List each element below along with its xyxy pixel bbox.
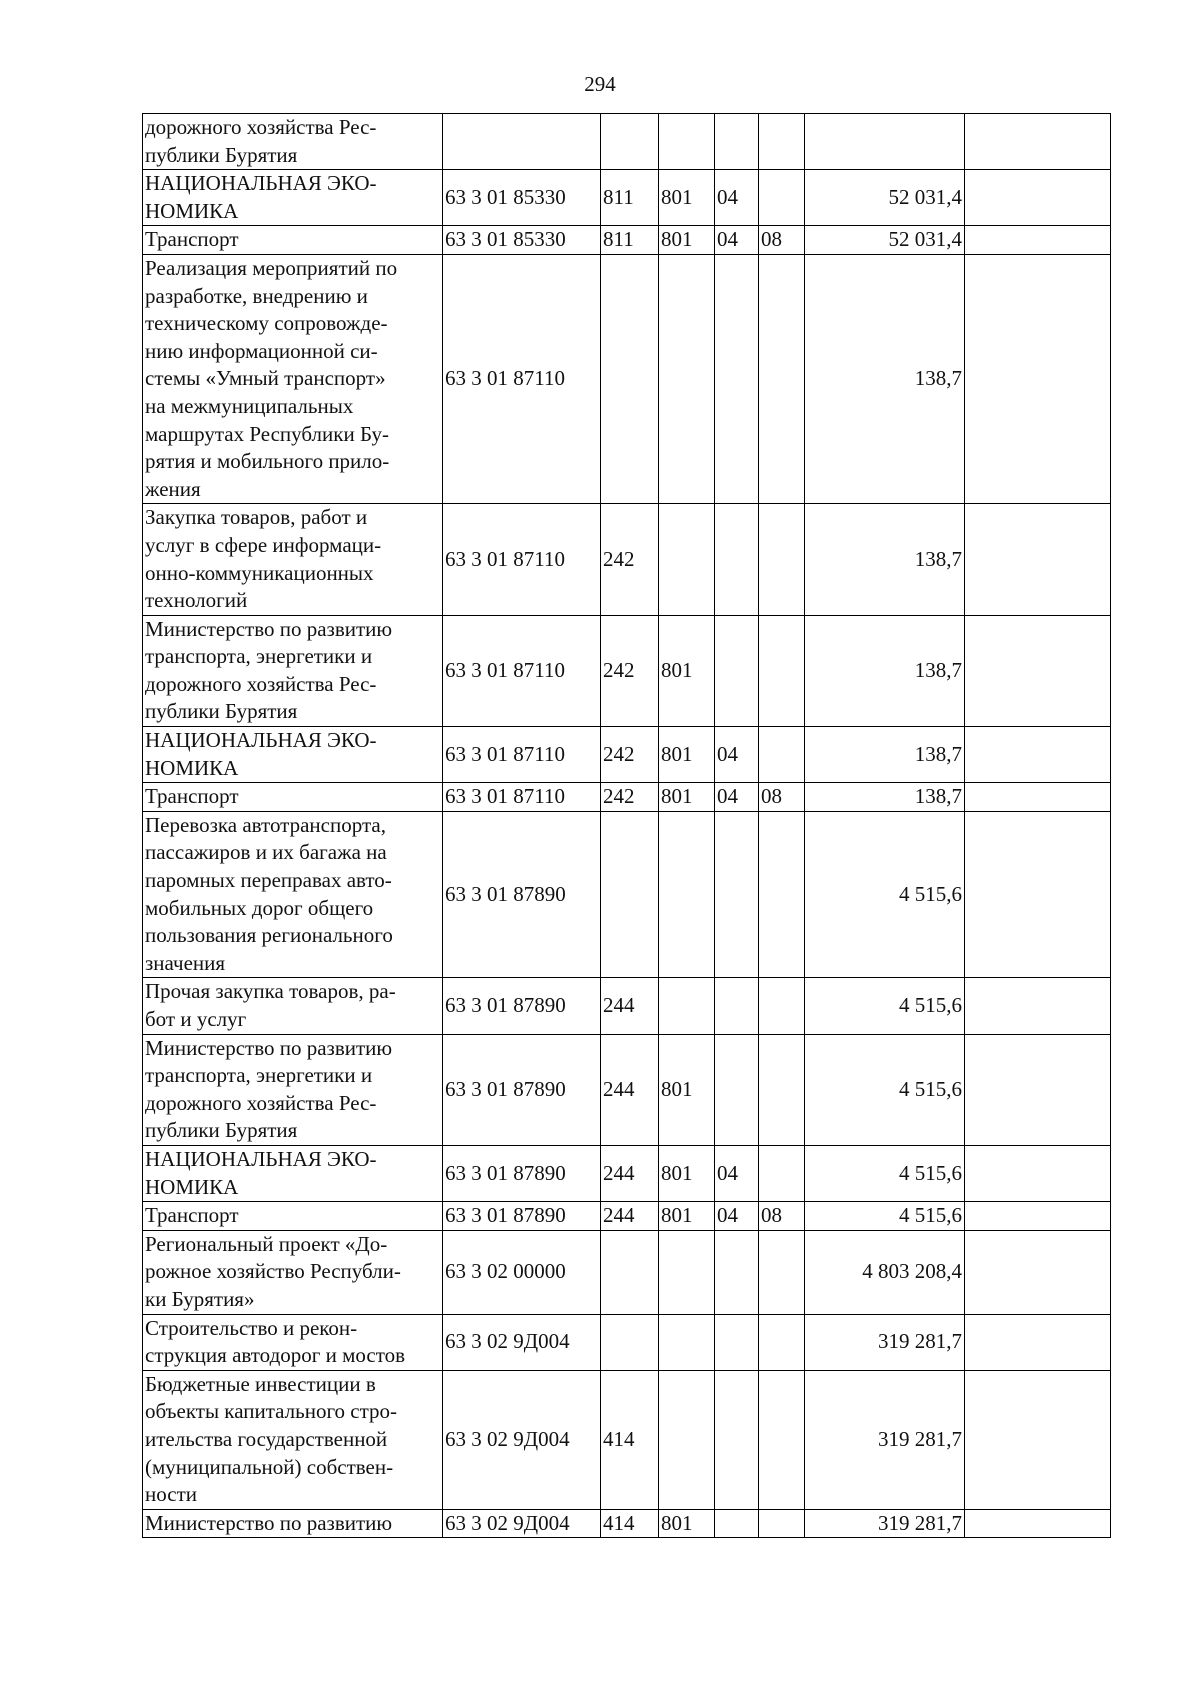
row-pr-cell [759,1145,805,1201]
row-grbs-cell [659,1370,715,1509]
table-body [143,114,1111,1538]
row-name-cell [143,170,443,226]
row-rz-cell: 04 [715,783,759,812]
row-extra-cell [965,727,1111,783]
row-name-text: НАЦИОНАЛЬНАЯ ЭКО- НОМИКА [145,171,377,223]
row-name-cell [143,504,443,615]
row-name-text: Министерство по развитию [145,1510,393,1535]
row-name-text: Региональный проект «До- рожное хозяйство Республи- ки Бурятия» [145,1231,401,1311]
row-extra-cell [965,978,1111,1034]
row-pr-cell [759,254,805,503]
row-name-cell [143,1230,443,1314]
row-grbs-cell: 801 [659,1034,715,1145]
row-rz-cell [715,1230,759,1314]
table-row [143,504,1111,615]
row-grbs-cell: 801 [659,170,715,226]
row-rz-cell: 04 [715,170,759,226]
row-rz-cell [715,254,759,503]
row-grbs-cell: 801 [659,615,715,726]
row-sum-cell: 319 281,7 [805,1370,965,1509]
row-pr-cell: 08 [759,226,805,255]
row-extra-cell [965,811,1111,978]
row-name-cell [143,226,443,255]
row-extra-cell [965,254,1111,503]
row-extra-cell [965,1230,1111,1314]
row-pr-cell [759,615,805,726]
row-pr-cell [759,727,805,783]
row-name-cell [143,1202,443,1231]
row-extra-cell [965,1202,1111,1231]
row-extra-cell [965,1314,1111,1370]
row-rz-cell [715,811,759,978]
row-extra-cell [965,1145,1111,1201]
row-vr-cell [601,254,659,503]
row-grbs-cell [659,1230,715,1314]
row-pr-cell [759,1509,805,1538]
row-pr-cell [759,114,805,170]
row-name-cell [143,727,443,783]
row-vr-cell: 242 [601,783,659,812]
row-name-cell [143,1509,443,1538]
row-pr-cell [759,1370,805,1509]
row-rz-cell [715,1509,759,1538]
row-name-text: Прочая закупка товаров, ра- бот и услуг [145,979,396,1031]
row-name-text: дорожного хозяйства Рес- публики Бурятия [145,115,377,167]
row-name-text: Министерство по развитию транспорта, энергетики и дорожного хозяйства Рес- публики Бурятия [145,616,393,724]
row-vr-cell: 811 [601,226,659,255]
row-name-text: Реализация мероприятий по разработке, внедрению и техническому сопровожде- нию информационной си- стемы «Умный транспорт» на межмуниципальных маршрутах Республики Бу- рятия и мобильного прило- жения [145,255,398,501]
row-sum-cell: 4 515,6 [805,1202,965,1231]
row-sum-cell: 138,7 [805,615,965,726]
row-pr-cell [759,811,805,978]
row-rz-cell [715,1034,759,1145]
row-extra-cell [965,1034,1111,1145]
row-rz-cell [715,1314,759,1370]
row-name-cell [143,978,443,1034]
row-csr-cell: 63 3 02 9Д004 [443,1509,601,1538]
row-csr-cell: 63 3 02 9Д004 [443,1314,601,1370]
row-csr-cell: 63 3 01 87890 [443,1034,601,1145]
row-name-cell [143,254,443,503]
row-sum-cell [805,114,965,170]
row-csr-cell: 63 3 01 87110 [443,504,601,615]
row-sum-cell: 319 281,7 [805,1314,965,1370]
row-vr-cell: 242 [601,504,659,615]
row-csr-cell: 63 3 01 87110 [443,615,601,726]
row-pr-cell: 08 [759,1202,805,1231]
row-sum-cell: 4 803 208,4 [805,1230,965,1314]
row-pr-cell: 08 [759,783,805,812]
row-grbs-cell [659,504,715,615]
row-grbs-cell [659,1314,715,1370]
row-sum-cell: 319 281,7 [805,1509,965,1538]
table-row [143,1370,1111,1509]
row-sum-cell: 52 031,4 [805,170,965,226]
row-pr-cell [759,1314,805,1370]
row-name-text: Строительство и рекон- струкция автодорог и мостов [145,1315,406,1368]
row-grbs-cell: 801 [659,1145,715,1201]
row-name-text: Транспорт [145,227,239,252]
row-csr-cell [443,114,601,170]
row-grbs-cell: 801 [659,727,715,783]
row-grbs-cell [659,978,715,1034]
row-extra-cell [965,615,1111,726]
row-grbs-cell: 801 [659,783,715,812]
table-row [143,1202,1111,1231]
row-csr-cell: 63 3 01 87110 [443,727,601,783]
row-sum-cell: 4 515,6 [805,1145,965,1201]
row-name-text: НАЦИОНАЛЬНАЯ ЭКО- НОМИКА [145,1146,377,1199]
row-name-cell [143,811,443,978]
row-rz-cell: 04 [715,226,759,255]
row-vr-cell [601,114,659,170]
row-sum-cell: 4 515,6 [805,978,965,1034]
table-row [143,114,1111,170]
row-rz-cell: 04 [715,727,759,783]
table-row [143,1509,1111,1538]
row-extra-cell [965,1370,1111,1509]
row-name-cell [143,114,443,170]
row-name-cell [143,1314,443,1370]
row-vr-cell: 414 [601,1370,659,1509]
row-csr-cell: 63 3 02 00000 [443,1230,601,1314]
row-rz-cell [715,978,759,1034]
row-csr-cell: 63 3 01 87890 [443,978,601,1034]
row-csr-cell: 63 3 01 87110 [443,783,601,812]
table-row [143,1145,1111,1201]
row-extra-cell [965,226,1111,255]
row-sum-cell: 52 031,4 [805,226,965,255]
row-csr-cell: 63 3 01 85330 [443,170,601,226]
row-vr-cell: 244 [601,1145,659,1201]
table-row [143,978,1111,1034]
row-csr-cell: 63 3 01 87110 [443,254,601,503]
row-sum-cell: 138,7 [805,727,965,783]
row-sum-cell: 4 515,6 [805,811,965,978]
row-vr-cell: 242 [601,727,659,783]
row-name-text: Министерство по развитию транспорта, энергетики и дорожного хозяйства Рес- публики Бурятия [145,1035,393,1143]
row-csr-cell: 63 3 01 85330 [443,226,601,255]
row-csr-cell: 63 3 01 87890 [443,1202,601,1231]
row-csr-cell: 63 3 01 87890 [443,1145,601,1201]
table-row [143,727,1111,783]
table-row [143,226,1111,255]
row-rz-cell [715,615,759,726]
row-name-text: Транспорт [145,1203,239,1228]
row-pr-cell [759,1230,805,1314]
row-csr-cell: 63 3 01 87890 [443,811,601,978]
row-rz-cell: 04 [715,1202,759,1231]
row-rz-cell: 04 [715,1145,759,1201]
row-vr-cell: 811 [601,170,659,226]
row-name-cell [143,1034,443,1145]
row-vr-cell: 414 [601,1509,659,1538]
table-row [143,254,1111,503]
row-rz-cell [715,504,759,615]
row-csr-cell: 63 3 02 9Д004 [443,1370,601,1509]
row-pr-cell [759,504,805,615]
row-pr-cell [759,170,805,226]
row-pr-cell [759,1034,805,1145]
table-row [143,1034,1111,1145]
table-row [143,811,1111,978]
table-row [143,1314,1111,1370]
row-sum-cell: 138,7 [805,254,965,503]
row-grbs-cell: 801 [659,1509,715,1538]
row-name-text: Транспорт [145,784,239,809]
row-sum-cell: 4 515,6 [805,1034,965,1145]
budget-table [142,113,1111,1538]
row-name-cell [143,615,443,726]
table-row [143,170,1111,226]
row-vr-cell: 244 [601,1202,659,1231]
row-name-text: НАЦИОНАЛЬНАЯ ЭКО- НОМИКА [145,728,377,780]
table-row [143,615,1111,726]
row-sum-cell: 138,7 [805,783,965,812]
row-extra-cell [965,504,1111,615]
row-name-text: Бюджетные инвестиции в объекты капитального стро- ительства государственной (муниципальной) собствен- ности [145,1371,398,1507]
row-extra-cell [965,170,1111,226]
row-grbs-cell [659,811,715,978]
row-extra-cell [965,114,1111,170]
row-name-cell [143,1370,443,1509]
row-grbs-cell [659,114,715,170]
row-rz-cell [715,1370,759,1509]
table-row [143,783,1111,812]
row-vr-cell [601,1230,659,1314]
row-vr-cell: 242 [601,615,659,726]
row-vr-cell [601,1314,659,1370]
page-number: 294 [584,72,616,96]
row-grbs-cell: 801 [659,1202,715,1231]
row-vr-cell: 244 [601,1034,659,1145]
row-name-cell [143,783,443,812]
row-vr-cell [601,811,659,978]
row-extra-cell [965,1509,1111,1538]
row-grbs-cell [659,254,715,503]
row-name-cell [143,1145,443,1201]
row-name-text: Перевозка автотранспорта, пассажиров и их багажа на паромных переправах авто- мобильных дорог общего пользования регионального значения [145,812,393,975]
row-extra-cell [965,783,1111,812]
row-pr-cell [759,978,805,1034]
row-rz-cell [715,114,759,170]
row-vr-cell: 244 [601,978,659,1034]
row-grbs-cell: 801 [659,226,715,255]
table-row [143,1230,1111,1314]
row-name-text: Закупка товаров, работ и услуг в сфере информаци- онно-коммуникационных технологий [145,505,382,613]
row-sum-cell: 138,7 [805,504,965,615]
